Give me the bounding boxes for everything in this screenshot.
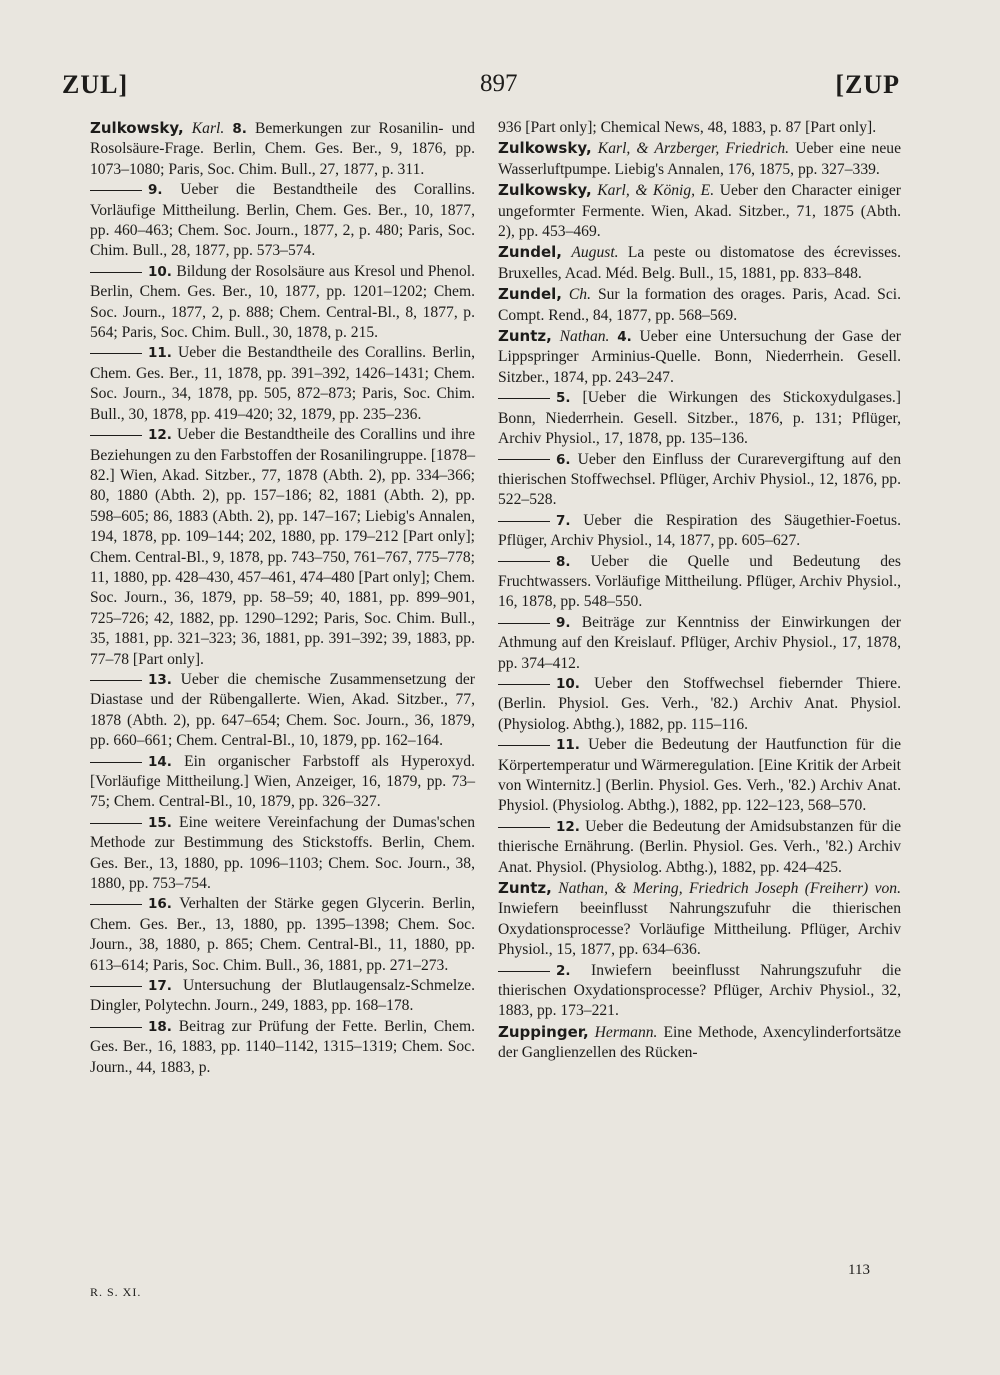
ditto-rule <box>498 561 550 562</box>
author-given-name: Hermann. <box>594 1023 658 1041</box>
author-given-name: Karl. <box>191 120 225 137</box>
entry-text: Eine Methode, Axencylinderfortsätze der Ganglienzellen des Rücken- <box>498 1023 901 1062</box>
ditto-rule <box>90 986 142 987</box>
header-left-guide: ZUL] <box>62 70 129 99</box>
entry-text: Verhalten der Stärke gegen Glycerin. Berlin, Chem. Ges. Ber., 13, 1880, pp. 1395–1398; Chem. Soc. Journ., 38, 1880, p. 865; Chem. Central-Bl., 11, 1880, pp. 613–614; Paris, Soc. Chim. Bull., 36, 1881, pp. 271–273. <box>90 895 475 974</box>
entry-number: 7. <box>556 512 571 529</box>
entry-number: 11. <box>148 345 172 362</box>
author-surname: Zulkowsky, <box>90 119 184 137</box>
entry-text: Inwiefern beeinflusst Nahrungszufuhr die thierischen Oxydationsprocesse? Vorläufige Mittheilung. Pflüger, Archiv Physiol., 15, 1877, pp. 634–636. <box>498 900 901 959</box>
ditto-rule <box>90 190 142 191</box>
entry-text: Ueber die Respiration des Säugethier-Foetus. Pflüger, Archiv Physiol., 14, 1877, pp. 605–627. <box>498 511 901 550</box>
ditto-rule <box>498 684 550 685</box>
numbered-entry <box>498 552 901 613</box>
signature-mark: R. S. XI. <box>90 1285 142 1299</box>
ditto-rule <box>90 823 142 824</box>
entry-text: Bemerkungen zur Rosanilin- und Rosolsäure-Frage. Berlin, Chem. Ges. Ber., 9, 1876, pp. 1073–1080; Paris, Soc. Chim. Bull., 27, 1877, p. 311. <box>90 120 475 178</box>
author-given-name: Ch. <box>568 286 592 304</box>
entry-number: 11. <box>556 737 580 754</box>
entry-number: 15. <box>148 814 172 831</box>
entry-text: Ueber die Bedeutung der Hautfunction für die Körpertemperatur und Wärmeregulation. [Eine Kritik der Arbeit von Winternitz.] (Berlin. Physiol. Ges. Verh., '82.) Archiv Anat. Physiol. (Physiolog. Abthg.), 1882, pp. 122–123, 568–570. <box>498 736 901 815</box>
author-surname: Zulkowsky, <box>498 181 592 200</box>
entry-text: Inwiefern beeinflusst Nahrungszufuhr die thierischen Oxydationsprocesse? Pflüger, Archiv Physiol., 32, 1883, pp. 173–221. <box>498 961 901 1020</box>
entry-number: 18. <box>148 1018 172 1035</box>
entry-text: Ueber eine Untersuchung der Gase der Lippspringer Arminius-Quelle. Bonn, Niederrhein. Gesell. Sitzber., 1874, pp. 243–247. <box>498 328 901 386</box>
entry-number: 9. <box>148 182 163 199</box>
ditto-rule <box>498 521 550 522</box>
author-given-name: Karl, & Arzberger, Friedrich. <box>597 140 790 158</box>
author-entry <box>498 284 901 326</box>
author-surname: Zundel, <box>498 285 562 304</box>
numbered-entry <box>90 813 475 895</box>
ditto-rule <box>498 459 550 460</box>
entry-number: 10. <box>556 675 580 692</box>
entry-number: 12. <box>556 818 580 835</box>
numbered-entry <box>498 613 901 674</box>
entry-number: 17. <box>148 978 172 995</box>
sheet-number: 113 <box>848 1262 870 1278</box>
entry-text: Ueber die Quelle und Bedeutung des Fruchtwassers. Vorläufige Mittheilung. Pflüger, Archiv Physiol., 16, 1878, pp. 548–550. <box>498 552 901 611</box>
entry-number: 6. <box>556 451 571 468</box>
numbered-entry <box>90 894 475 976</box>
numbered-entry <box>498 388 901 449</box>
numbered-entry <box>90 343 475 425</box>
entry-number: 2. <box>556 962 571 979</box>
author-surname: Zulkowsky, <box>498 139 592 158</box>
numbered-entry <box>498 961 901 1022</box>
numbered-entry <box>498 511 901 552</box>
numbered-entry <box>498 735 901 817</box>
entry-text: La peste ou distomatose des écrevisses. Bruxelles, Acad. Méd. Belg. Bull., 15, 1881, pp. 833–848. <box>498 244 902 282</box>
entry-text: Ueber die chemische Zusammensetzung der Diastase und der Rübengallerte. Wien, Akad. Sitzber., 77, 1878 (Abth. 2), pp. 647–654; Chem. Soc. Journ., 36, 1879, pp. 660–661; Chem. Central-Bl., 10, 1879, pp. 162–164. <box>90 670 475 750</box>
entry-text: Ueber den Einfluss der Curarevergiftung auf den thierischen Stoffwechsel. Pflüger, Archiv Physiol., 12, 1876, pp. 522–528. <box>498 450 901 509</box>
entry-text: Ueber die Bestandtheile des Corallins. Berlin, Chem. Ges. Ber., 11, 1878, pp. 391–392, 1426–1431; Chem. Soc. Journ., 34, 1878, pp. 505, 872–873; Paris, Soc. Chim. Bull., 30, 1878, pp. 419–420; 32, 1879, pp. 235–236. <box>90 344 475 423</box>
author-entry <box>498 138 901 180</box>
entry-text: 936 [Part only]; Chemical News, 48, 1883, p. 87 [Part only]. <box>498 119 877 136</box>
entry-number: 14. <box>148 753 172 770</box>
author-entry <box>498 242 901 284</box>
ditto-rule <box>498 398 550 399</box>
entry-number: 8. <box>232 121 247 137</box>
numbered-entry <box>90 180 475 262</box>
numbered-entry <box>498 450 901 511</box>
entry-number: 12. <box>148 427 172 444</box>
author-entry <box>498 878 901 961</box>
entry-text: Ueber eine neue Wasserluftpumpe. Liebig's Annalen, 176, 1875, pp. 327–339. <box>498 140 901 178</box>
entry-text: Beiträge zur Kenntniss der Einwirkungen der Athmung auf den Kreislauf. Pflüger, Archiv Physiol., 17, 1878, pp. 374–412. <box>498 613 901 672</box>
author-surname: Zuppinger, <box>498 1022 589 1041</box>
author-given-name: August. <box>571 244 619 262</box>
author-entry <box>90 118 475 180</box>
left-column <box>90 118 475 1078</box>
entry-text: Untersuchung der Blutlaugensalz-Schmelze. Dingler, Polytechn. Journ., 249, 1883, pp. 168–178. <box>90 977 475 1015</box>
entry-text: Ueber den Stoffwechsel fiebernder Thiere. (Berlin. Physiol. Ges. Verh., '82.) Archiv Anat. Physiol. (Physiolog. Abthg.), 1882, pp. 115–116. <box>498 674 902 733</box>
entry-text: Sur la formation des orages. Paris, Acad. Sci. Compt. Rend., 84, 1877, pp. 568–569. <box>498 286 901 324</box>
entry-number: 10. <box>148 263 172 280</box>
author-given-name: Nathan. <box>559 328 610 346</box>
author-surname: Zuntz, <box>498 327 552 346</box>
ditto-rule <box>498 971 550 972</box>
numbered-entry <box>498 817 901 878</box>
author-entry <box>498 1022 901 1064</box>
entry-number: 8. <box>556 553 571 570</box>
numbered-entry <box>90 976 475 1017</box>
author-entry <box>498 180 901 242</box>
entry-text: Ueber die Bestandtheile des Corallins und ihre Beziehungen zu den Farbstoffen der Rosanilingruppe. [1878–82.] Wien, Akad. Sitzber., 77, 1878 (Abth. 2), pp. 334–366; 80, 1880 (Abth. 2), pp. 157–186; 82, 1881 (Abth. 2), pp. 598–605; 86, 1883 (Abth. 2), pp. 147–167; Liebig's Annalen, 194, 1878, pp. 109–144; 202, 1880, pp. 179–212 [Part only]; Chem. Central-Bl., 9, 1878, pp. 743–750, 761–767, 775–778; 11, 1880, pp. 428–430, 457–461, 474–480 [Part only]; Chem. Soc. Journ., 36, 1879, pp. 58–59; 40, 1881, pp. 899–901, 725–726; 42, 1882, pp. 1290–1292; Paris, Soc. Chim. Bull., 35, 1881, pp. 321–323; 36, 1881, pp. 391–392; 39, 1883, pp. 77–78 [Part only]. <box>90 426 475 668</box>
numbered-entry <box>90 262 475 344</box>
author-given-name: Karl, & König, E. <box>597 182 715 200</box>
ditto-rule <box>90 762 142 763</box>
ditto-rule <box>90 435 142 436</box>
numbered-entry <box>90 670 475 752</box>
ditto-rule <box>90 272 142 273</box>
entry-number: 9. <box>556 614 571 631</box>
continued-entry <box>498 118 901 138</box>
ditto-rule <box>498 623 550 624</box>
entry-number: 4. <box>617 329 632 346</box>
entry-number: 13. <box>148 671 172 688</box>
entry-number: 5. <box>556 390 571 407</box>
header-right-guide: [ZUP <box>835 70 900 99</box>
entry-text: [Ueber die Wirkungen des Stickoxydulgases.] Bonn, Niederrhein. Gesell. Sitzber., 1876, p. 131; Pflüger, Archiv Physiol., 17, 1878, pp. 135–136. <box>498 389 902 448</box>
entry-number: 16. <box>148 896 172 913</box>
ditto-rule <box>90 353 142 354</box>
ditto-rule <box>90 904 142 905</box>
author-surname: Zuntz, <box>498 879 552 898</box>
ditto-rule <box>498 745 550 746</box>
entry-text: Ueber den Character einiger ungeformter Fermente. Wien, Akad. Sitzber., 71, 1875 (Abth. 2), pp. 453–469. <box>498 182 901 241</box>
numbered-entry <box>498 674 901 735</box>
ditto-rule <box>90 1027 142 1028</box>
running-header <box>62 70 900 110</box>
right-column <box>498 118 901 1064</box>
entry-text: Beitrag zur Prüfung der Fette. Berlin, Chem. Ges. Ber., 16, 1883, pp. 1140–1142, 1315–1319; Chem. Soc. Journ., 44, 1883, p. <box>90 1017 475 1076</box>
entry-text: Ein organischer Farbstoff als Hyperoxyd. [Vorläufige Mittheilung.] Wien, Anzeiger, 16, 1879, pp. 73–75; Chem. Central-Bl., 10, 1879, pp. 326–327. <box>90 752 475 811</box>
page-number: 897 <box>480 70 518 97</box>
author-entry <box>498 326 901 388</box>
numbered-entry <box>90 425 475 670</box>
entry-text: Eine weitere Vereinfachung der Dumas'schen Methode zur Bestimmung des Stickstoffs. Berlin, Chem. Ges. Ber., 13, 1880, pp. 1096–1103; Chem. Soc. Journ., 38, 1880, pp. 753–754. <box>90 813 476 893</box>
entry-text: Ueber die Bedeutung der Amidsubstanzen für die thierische Ernährung. (Berlin. Physiol. Ges. Verh., '82.) Archiv Anat. Physiol. (Physiolog. Abthg.), 1882, pp. 424–425. <box>498 817 901 876</box>
ditto-rule <box>498 827 550 828</box>
numbered-entry <box>90 1017 475 1078</box>
ditto-rule <box>90 680 142 681</box>
entry-text: Bildung der Rosolsäure aus Kresol und Phenol. Berlin, Chem. Ges. Ber., 10, 1877, pp. 1201–1202; Chem. Soc. Journ., 1877, 2, p. 888; Chem. Central-Bl., 8, 1877, p. 564; Paris, Soc. Chim. Bull., 30, 1878, p. 215. <box>90 262 475 342</box>
author-given-name: Nathan, & Mering, Friedrich Joseph (Freiherr) von. <box>558 880 901 898</box>
author-surname: Zundel, <box>498 243 562 262</box>
entry-text: Ueber die Bestandtheile des Corallins. Vorläufige Mittheilung. Berlin, Chem. Ges. Ber., 10, 1877, pp. 460–463; Chem. Soc. Journ., 1877, 2, p. 480; Paris, Soc. Chim. Bull., 28, 1877, pp. 573–574. <box>90 181 475 260</box>
numbered-entry <box>90 752 475 813</box>
